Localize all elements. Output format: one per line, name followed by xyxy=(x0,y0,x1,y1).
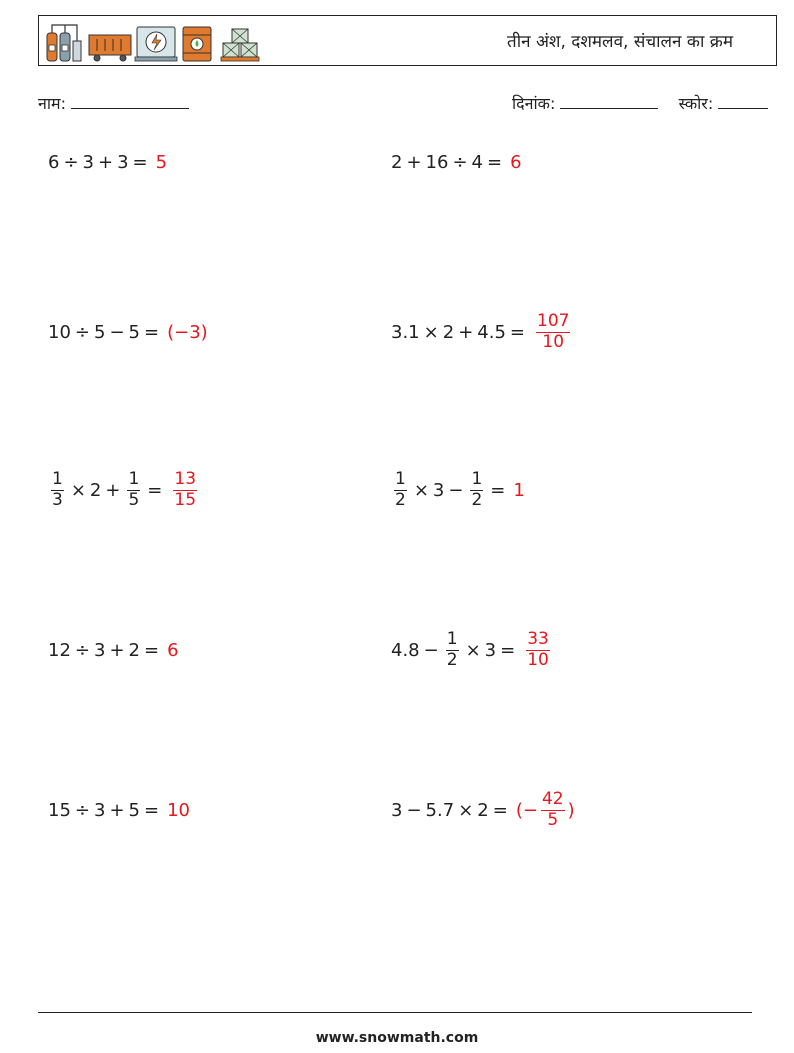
problem-9 xyxy=(48,780,190,840)
number: 5 xyxy=(128,321,140,343)
number: (− xyxy=(515,799,538,821)
number: 5 xyxy=(94,321,106,343)
number: 2 xyxy=(89,479,102,501)
operator: ÷ xyxy=(74,321,90,343)
cargo-pallet-icon xyxy=(221,29,259,61)
operator: = xyxy=(132,151,148,173)
operator: = xyxy=(144,639,160,661)
fraction-numerator: 1 xyxy=(128,468,140,489)
fraction-numerator: 42 xyxy=(541,788,564,809)
operator: = xyxy=(490,479,506,501)
operator: + xyxy=(105,479,121,501)
answer xyxy=(515,788,575,830)
answer xyxy=(510,152,521,173)
operator: = xyxy=(509,321,526,343)
operator: ÷ xyxy=(63,151,79,173)
fraction-denominator: 5 xyxy=(128,489,140,510)
fraction-numerator: 33 xyxy=(527,628,549,649)
score-label: स्कोर: xyxy=(678,94,714,113)
fraction-denominator: 2 xyxy=(446,649,458,670)
fraction-numerator: 13 xyxy=(174,468,197,489)
fraction xyxy=(541,788,565,830)
operator: + xyxy=(109,639,125,661)
name-label: नाम: xyxy=(38,94,66,113)
number: 10 xyxy=(167,799,190,821)
fraction xyxy=(536,310,570,352)
answer xyxy=(167,322,208,343)
footer-site[interactable]: www.snowmath.com xyxy=(315,1030,479,1046)
number: 3 xyxy=(94,799,106,821)
operator: × xyxy=(458,799,474,821)
number: 5.7 xyxy=(425,799,455,821)
number: 5 xyxy=(155,151,168,173)
operator: ÷ xyxy=(74,799,90,821)
operator: × xyxy=(423,321,439,343)
number: 5 xyxy=(128,799,140,821)
name-field[interactable] xyxy=(38,92,189,114)
fraction xyxy=(526,628,550,670)
operator: = xyxy=(144,321,160,343)
operator: − xyxy=(406,799,422,821)
fraction-numerator: 1 xyxy=(471,468,483,489)
operator: ÷ xyxy=(452,151,468,173)
date-score-fields xyxy=(512,92,768,114)
number: 3 xyxy=(391,799,403,821)
operator: = xyxy=(500,639,516,661)
number: 10 xyxy=(48,321,71,343)
date-blank-line[interactable] xyxy=(560,94,658,109)
oil-barrel-icon xyxy=(183,27,211,61)
fraction-denominator: 5 xyxy=(547,809,559,830)
operator: + xyxy=(406,151,422,173)
number: 3.1 xyxy=(391,321,420,343)
number: 4.5 xyxy=(477,321,506,343)
fraction xyxy=(173,468,197,510)
fraction-denominator: 10 xyxy=(542,331,565,352)
operator: = xyxy=(147,479,163,501)
operator: × xyxy=(413,479,429,501)
operator: + xyxy=(109,799,125,821)
number: 3 xyxy=(432,479,445,501)
fraction-numerator: 1 xyxy=(395,468,406,489)
footer-divider xyxy=(38,1012,752,1013)
fraction xyxy=(51,468,64,510)
fraction xyxy=(127,468,140,510)
operator: + xyxy=(458,321,474,343)
fraction-denominator: 10 xyxy=(527,649,549,670)
number: 16 xyxy=(425,151,449,173)
number: 3 xyxy=(94,639,106,661)
answer xyxy=(523,628,553,670)
operator: = xyxy=(144,799,160,821)
fraction-denominator: 2 xyxy=(395,489,406,510)
fraction-numerator: 107 xyxy=(537,310,570,331)
answer xyxy=(170,468,200,510)
number: 6 xyxy=(48,151,60,173)
operator: + xyxy=(98,151,114,173)
problem-1 xyxy=(48,132,167,192)
number: 1 xyxy=(513,479,525,501)
power-generator-icon xyxy=(135,27,177,61)
number: 15 xyxy=(48,799,71,821)
score-blank-line[interactable] xyxy=(718,94,768,109)
freight-wagon-icon xyxy=(89,35,131,61)
number: 3 xyxy=(484,639,497,661)
problem-7 xyxy=(48,620,179,680)
worksheet-title: तीन अंश, दशमलव, संचालन का क्रम xyxy=(507,32,733,52)
fraction xyxy=(470,468,483,510)
gas-cylinders-icon xyxy=(47,25,81,61)
operator: ÷ xyxy=(74,639,90,661)
name-blank-line[interactable] xyxy=(71,94,189,109)
answer xyxy=(513,480,524,501)
answer xyxy=(156,152,167,173)
problem-2 xyxy=(391,132,522,192)
problem-6 xyxy=(391,460,525,520)
fraction-denominator: 3 xyxy=(52,489,63,510)
worksheet-header xyxy=(38,15,777,66)
answer xyxy=(167,640,178,661)
number: (−3) xyxy=(167,321,208,343)
number: 12 xyxy=(48,639,71,661)
problem-8 xyxy=(391,620,553,680)
number: 2 xyxy=(391,151,403,173)
number: 2 xyxy=(128,639,140,661)
operator: = xyxy=(487,151,503,173)
number: 4 xyxy=(471,151,483,173)
fraction xyxy=(446,628,459,670)
number: 6 xyxy=(510,151,522,173)
fraction-numerator: 1 xyxy=(446,628,458,649)
operator: − xyxy=(109,321,125,343)
operator: × xyxy=(70,479,86,501)
number: ) xyxy=(567,799,575,821)
fraction-denominator: 15 xyxy=(174,489,197,510)
answer xyxy=(533,310,573,352)
fraction-denominator: 2 xyxy=(471,489,483,510)
problem-3 xyxy=(48,302,208,362)
fraction-numerator: 1 xyxy=(52,468,63,489)
operator: − xyxy=(448,479,464,501)
number: 3 xyxy=(82,151,94,173)
answer xyxy=(167,800,190,821)
fraction xyxy=(394,468,407,510)
date-label: दिनांक: xyxy=(512,94,556,113)
number: 4.8 xyxy=(391,639,420,661)
problem-4 xyxy=(391,302,573,362)
operator: − xyxy=(423,639,439,661)
operator: × xyxy=(465,639,481,661)
problem-5 xyxy=(48,460,200,520)
number: 3 xyxy=(117,151,129,173)
problem-10 xyxy=(391,780,575,840)
number: 2 xyxy=(442,321,455,343)
header-icon-strip xyxy=(43,19,273,63)
number: 2 xyxy=(477,799,489,821)
number: 6 xyxy=(167,639,179,661)
operator: = xyxy=(492,799,508,821)
